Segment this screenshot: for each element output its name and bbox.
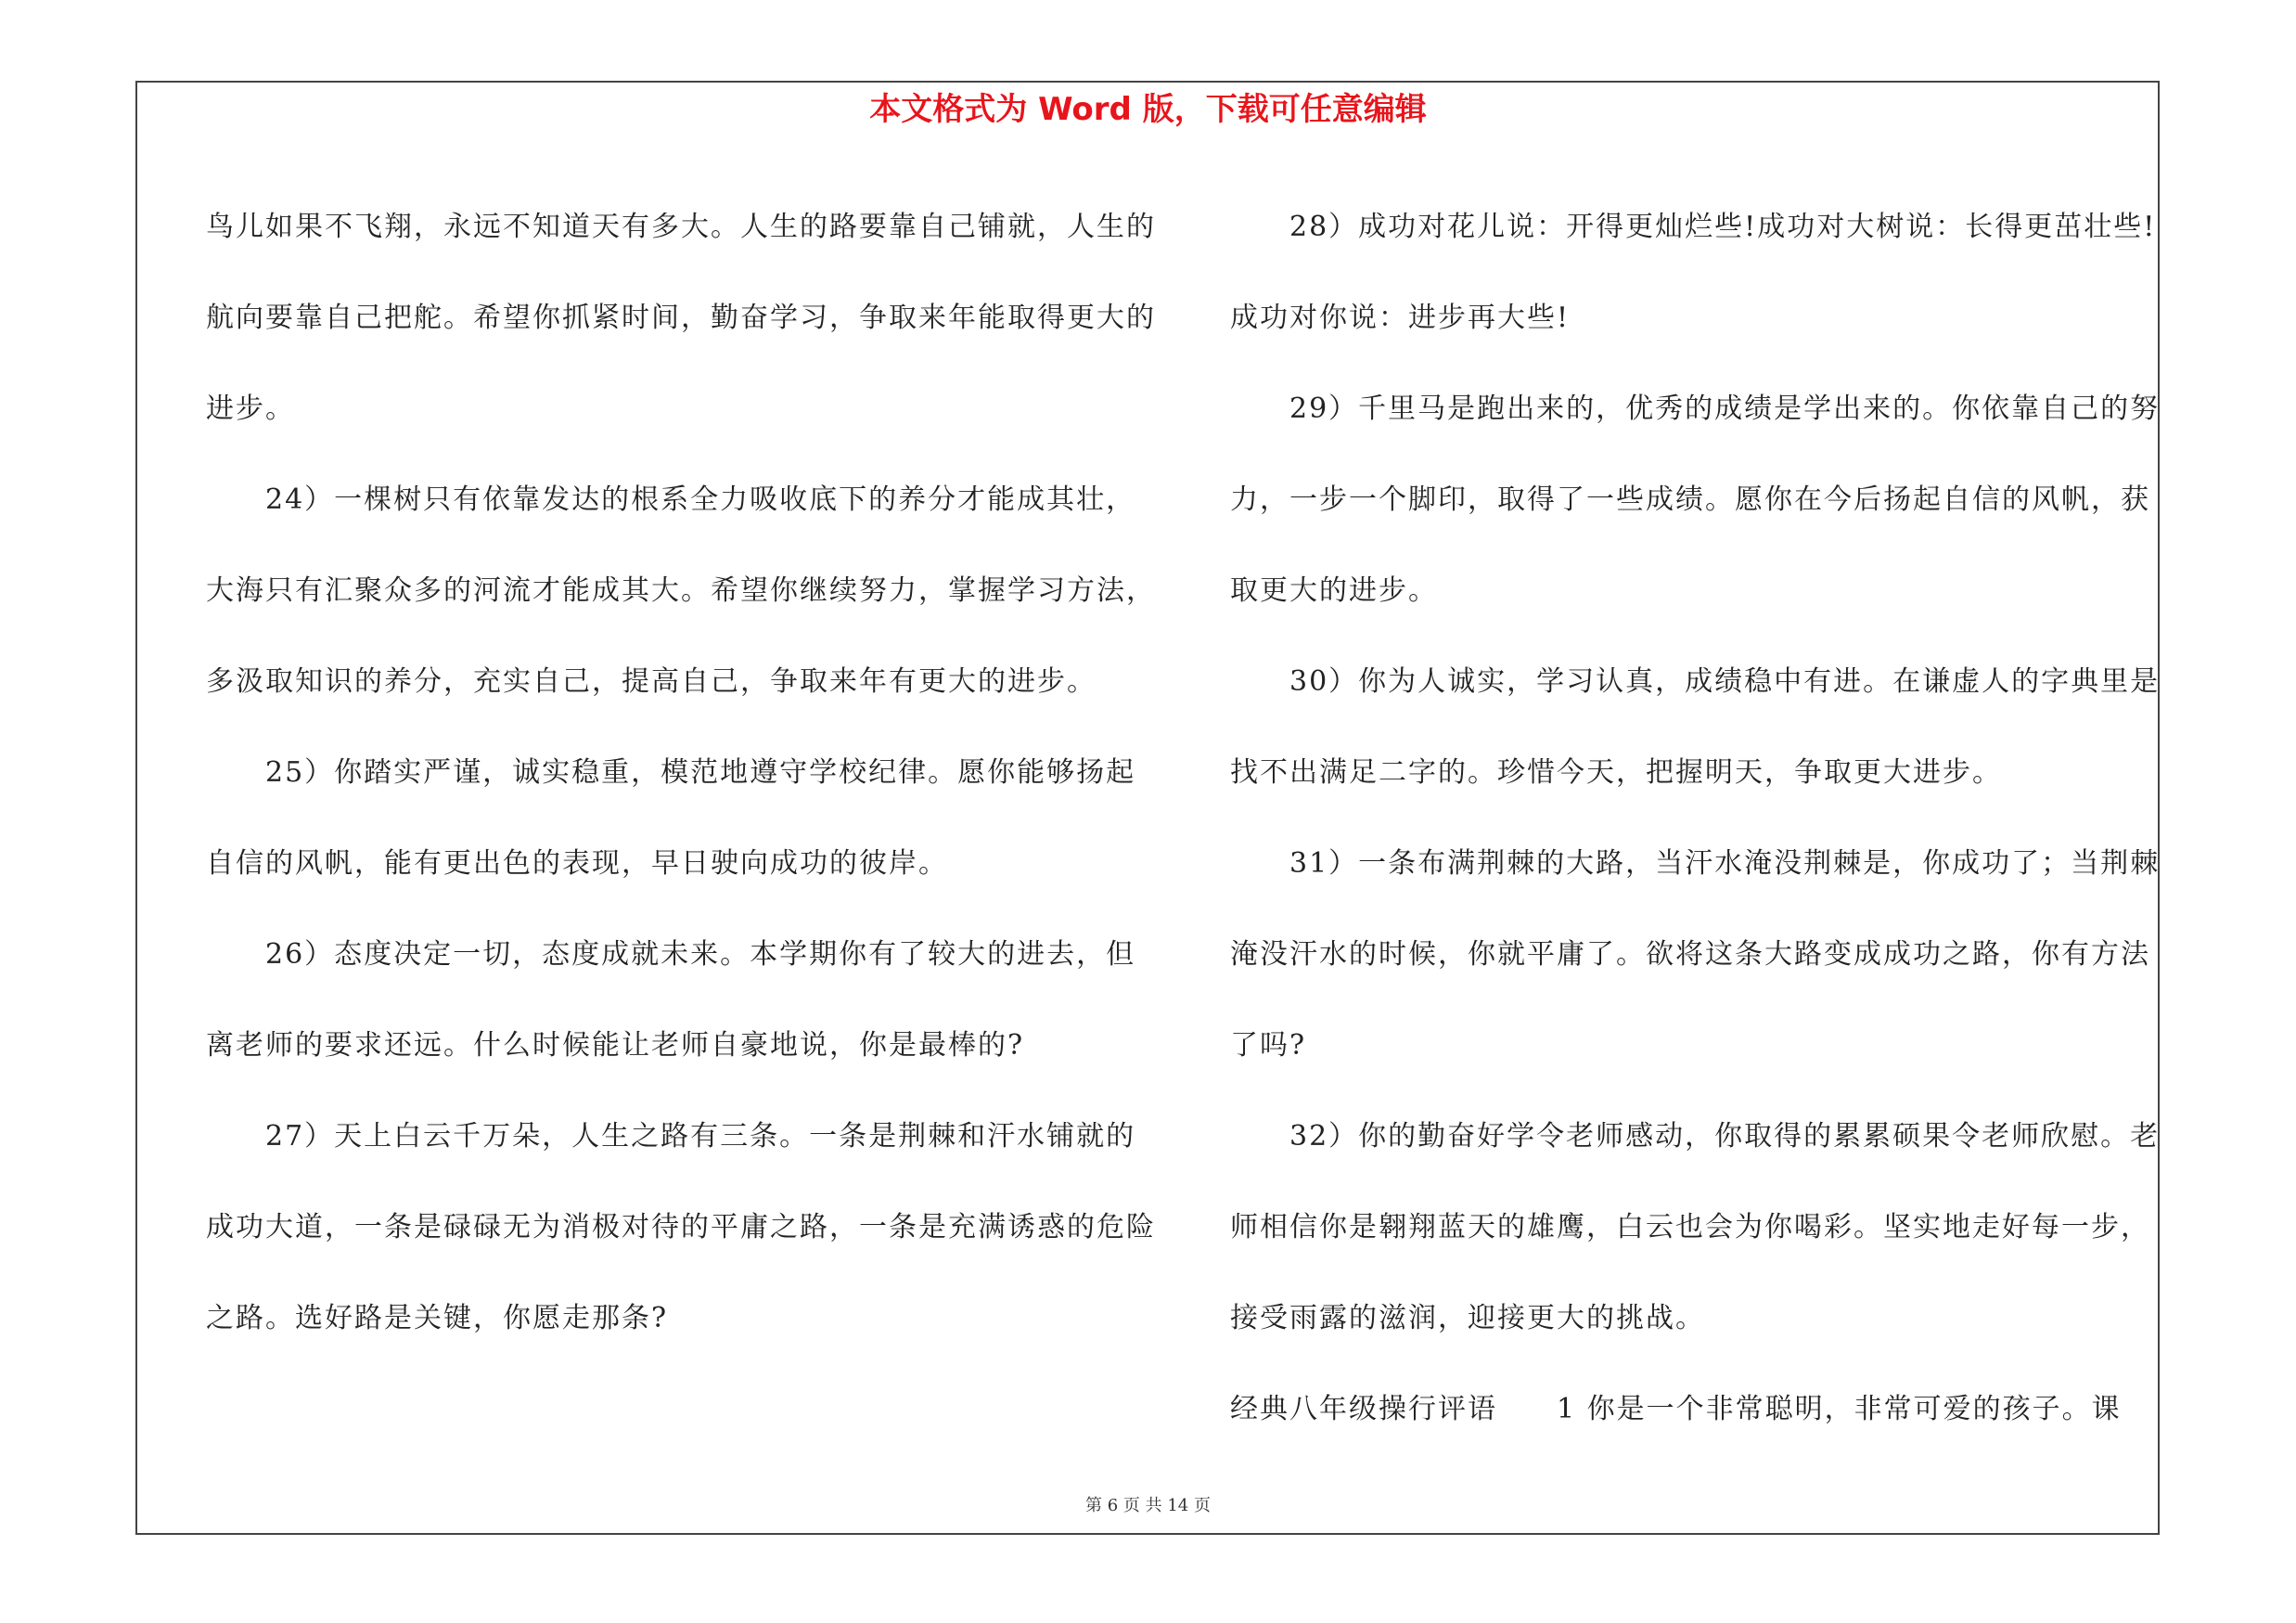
paragraph: 25）你踏实严谨，诚实稳重，模范地遵守学校纪律。愿你能够扬起自信的风帆，能有更出色的表现，早日驶向成功的彼岸。 xyxy=(206,756,1136,880)
left-column xyxy=(206,182,1161,1364)
paragraph: 32）你的勤奋好学令老师感动，你取得的累累硕果令老师欣慰。老师相信你是翱翔蓝天的雄鹰，白云也会为你喝彩。坚实地走好每一步，接受雨露的滋润，迎接更大的挑战。 xyxy=(1230,1120,2161,1334)
paragraph: 27）天上白云千万朵，人生之路有三条。一条是荆棘和汗水铺就的成功大道，一条是碌碌无为消极对待的平庸之路，一条是充满诱惑的危险之路。选好路是关键，你愿走那条? xyxy=(206,1120,1156,1334)
right-column xyxy=(1230,182,2172,1455)
paragraph: 30）你为人诚实，学习认真，成绩稳中有进。在谦虚人的字典里是找不出满足二字的。珍惜今天，把握明天，争取更大进步。 xyxy=(1230,665,2161,789)
paragraph: 鸟儿如果不飞翔，永远不知道天有多大。人生的路要靠自己铺就，人生的航向要靠自己把舵。希望你抓紧时间，勤奋学习，争取来年能取得更大的进步。 xyxy=(206,211,1156,425)
document-banner: 本文格式为 Word 版，下载可任意编辑 xyxy=(869,91,1427,128)
page-number-footer: 第 6 页 共 14 页 xyxy=(1085,1496,1211,1515)
paragraph: 26）态度决定一切，态度成就未来。本学期你有了较大的进去，但离老师的要求还远。什么时候能让老师自豪地说，你是最棒的? xyxy=(206,938,1136,1062)
paragraph: 28）成功对花儿说：开得更灿烂些!成功对大树说：长得更茁壮些!成功对你说：进步再大些! xyxy=(1230,211,2157,334)
paragraph: 31）一条布满荆棘的大路，当汗水淹没荆棘是，你成功了；当荆棘淹没汗水的时候，你就平庸了。欲将这条大路变成成功之路，你有方法了吗? xyxy=(1230,847,2161,1062)
paragraph: 24）一棵树只有依靠发达的根系全力吸收底下的养分才能成其壮，大海只有汇聚众多的河流才能成其大。希望你继续努力，掌握学习方法，多汲取知识的养分，充实自己，提高自己，争取来年有更大的进步。 xyxy=(206,483,1156,698)
section-heading-line: 经典八年级操行评语 1 你是一个非常聪明，非常可爱的孩子。课 xyxy=(1230,1393,2122,1425)
paragraph: 29）千里马是跑出来的，优秀的成绩是学出来的。你依靠自己的努力，一步一个脚印，取得了一些成绩。愿你在今后扬起自信的风帆，获取更大的进步。 xyxy=(1230,393,2161,607)
